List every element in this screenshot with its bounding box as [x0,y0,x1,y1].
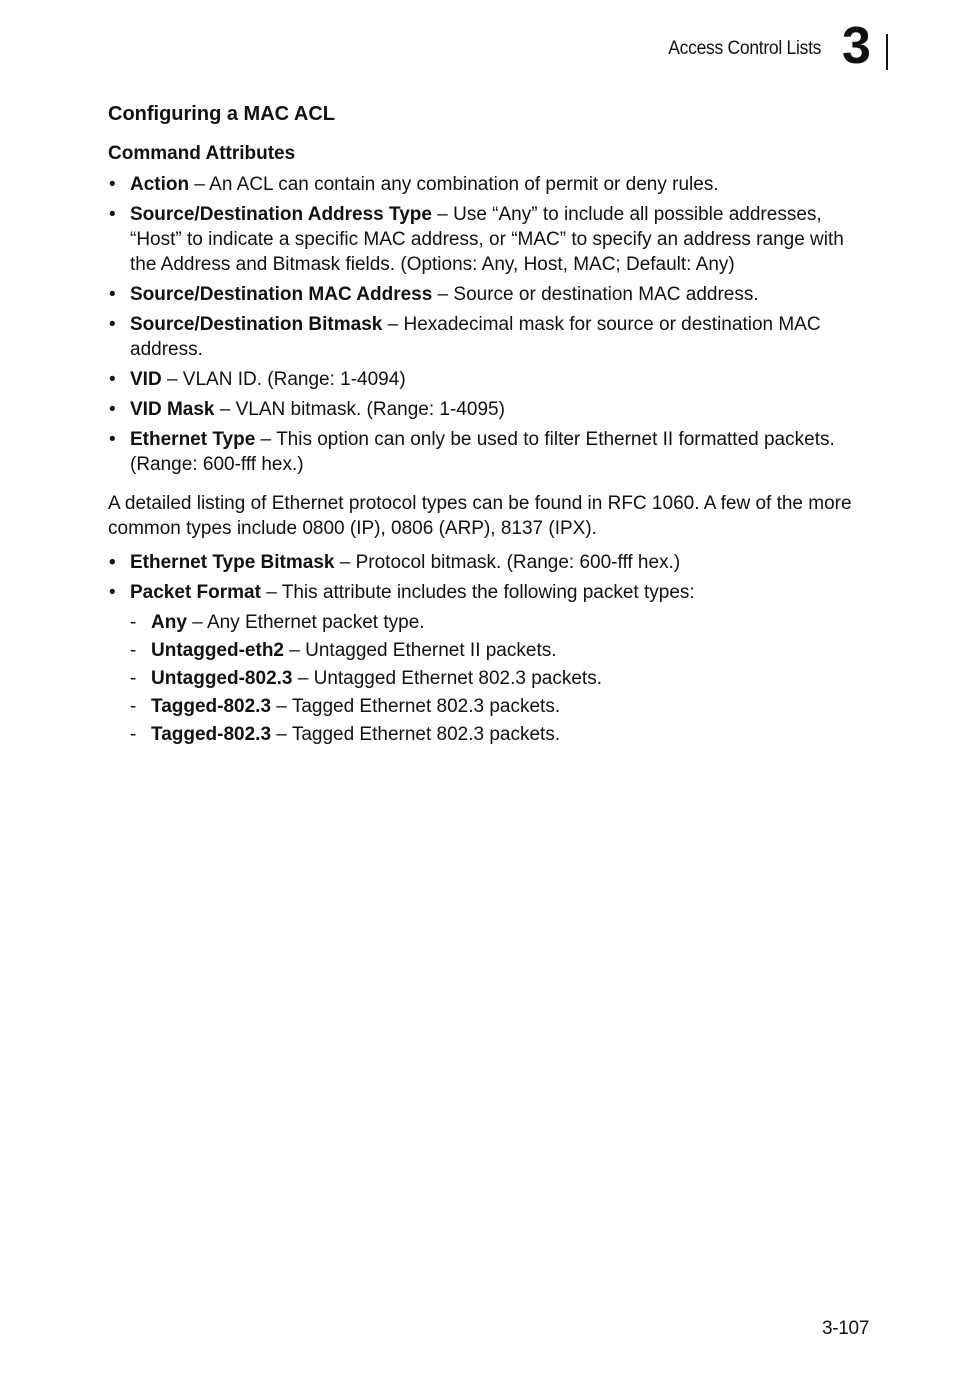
item-term: VID [130,369,162,390]
item-term: Ethernet Type Bitmask [130,552,335,573]
item-desc: – Use “Any” to include all possible addresses, “Host” to indicate a specific MAC address, or “MAC” to specify an address range with the Address and Bitmask fields. (Options: Any, Host, MAC; Default: Any) [130,204,844,275]
subheading: Command Attributes [108,143,296,164]
attribute-list [108,172,868,477]
sub-list-item [130,610,868,635]
sub-list-item [130,722,868,747]
chapter-number: 3 [842,17,871,75]
bullet-glyph: • [109,284,116,305]
item-desc: – Tagged Ethernet 802.3 packets. [271,696,561,717]
bullet-glyph: • [109,314,116,335]
packet-type-list [130,610,868,747]
bullet-glyph: • [109,204,116,225]
list-item [108,367,868,392]
sub-list-item [130,694,868,719]
bullet-glyph: • [109,369,116,390]
item-term: Tagged-802.3 [151,696,272,717]
item-desc: – Source or destination MAC address. [432,284,759,305]
item-desc: – VLAN ID. (Range: 1-4094) [161,369,406,390]
item-desc: – An ACL can contain any combination of permit or deny rules. [189,174,719,195]
list-item [108,172,868,197]
item-desc: – VLAN bitmask. (Range: 1-4095) [214,399,505,420]
section-heading: Configuring a MAC ACL [108,103,336,125]
page-number: 3-107 [822,1318,870,1339]
dash-glyph: - [130,668,137,689]
body-paragraph: A detailed listing of Ethernet protocol types can be found in RFC 1060. A few of the more common types include 0800 (IP), 0806 (ARP), 8137 (IPX). [108,493,852,539]
bullet-glyph: • [109,582,116,603]
item-desc: – This attribute includes the following packet types: [260,582,695,603]
item-desc: – Tagged Ethernet 802.3 packets. [271,724,561,745]
dash-glyph: - [130,696,137,717]
list-item [108,427,868,477]
item-term: Untagged-802.3 [151,668,293,689]
item-term: Source/Destination MAC Address [130,284,433,305]
bullet-glyph: • [109,429,116,450]
dash-glyph: - [130,640,137,661]
item-desc: – Untagged Ethernet II packets. [284,640,557,661]
list-item [108,397,868,422]
page-content [108,102,868,752]
dash-glyph: - [130,612,137,633]
item-term: Any [151,612,187,633]
item-term: VID Mask [130,399,215,420]
item-term: Untagged-eth2 [151,640,284,661]
section-title: Access Control Lists [668,38,821,59]
item-desc: – Any Ethernet packet type. [186,612,425,633]
item-desc: – Hexadecimal mask for source or destination MAC address. [130,314,821,360]
list-item [108,312,868,362]
item-desc: – Untagged Ethernet 802.3 packets. [292,668,602,689]
list-item [108,550,868,575]
item-term: Packet Format [130,582,261,603]
sub-list-item [130,638,868,663]
item-desc: – This option can only be used to filter Ethernet II formatted packets. (Range: 600-fff hex.) [130,429,835,475]
item-term: Ethernet Type [130,429,256,450]
chapter-rule [886,34,888,70]
list-item [108,580,868,747]
item-term: Source/Destination Address Type [130,204,432,225]
list-item [108,282,868,307]
bullet-glyph: • [109,399,116,420]
item-term: Tagged-802.3 [151,724,272,745]
bullet-glyph: • [109,552,116,573]
attribute-list-2 [108,550,868,747]
item-term: Source/Destination Bitmask [130,314,383,335]
item-desc: – Protocol bitmask. (Range: 600-fff hex.) [334,552,681,573]
sub-list-item [130,666,868,691]
bullet-glyph: • [109,174,116,195]
dash-glyph: - [130,724,137,745]
list-item [108,202,868,277]
item-term: Action [130,174,190,195]
